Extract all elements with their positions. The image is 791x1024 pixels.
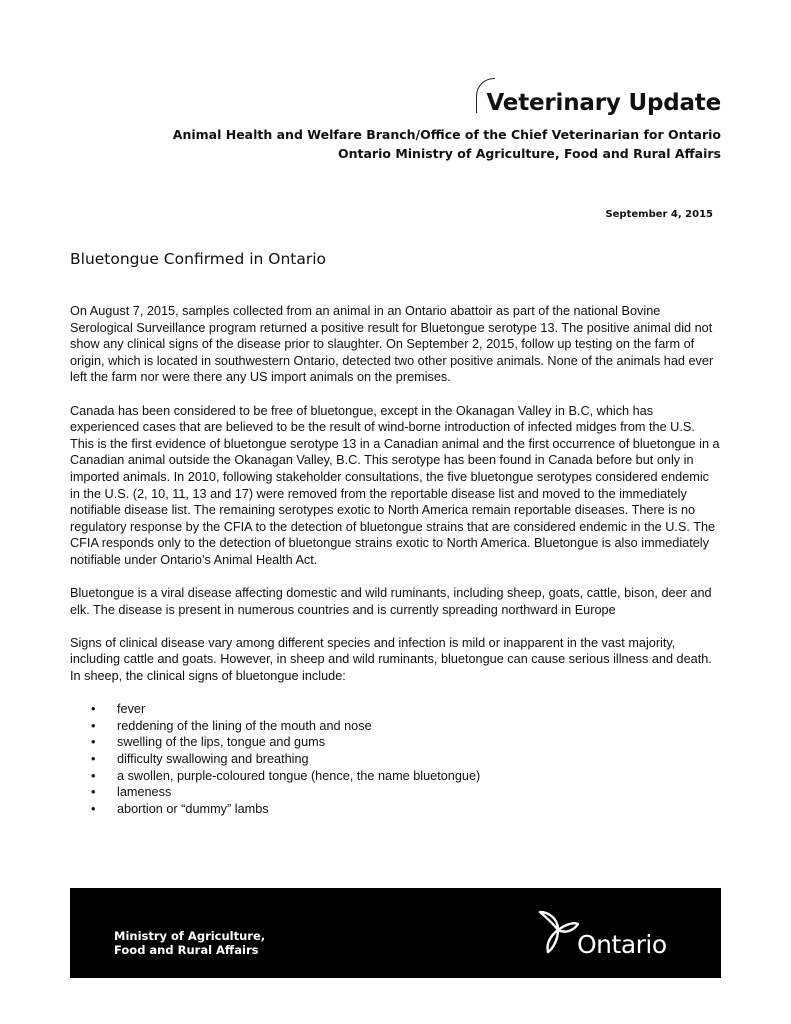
paragraph: Canada has been considered to be free of bluetongue, except in the Okanagan Valley in B.C, which has experienced cases that are believed to be the result of wind-borne introduction of infected midges from the U.S. This is the first evidence of bluetongue serotype 13 in a Canadian animal and the first occurrence of bluetongue in a Canadian animal outside the Okanagan Valley, B.C. This serotype has been found in Canada before but only in imported animals. In 2010, following stakeholder consultations, the five bluetongue serotypes considered endemic in the U.S. (2, 10, 11, 13 and 17) were removed from the reportable disease list and moved to the immediately notifiable disease list. The remaining serotypes exotic to North America remain reportable diseases. There is no regulatory response by the CFIA to the detection of bluetongue strains that are considered endemic in the U.S. The CFIA responds only to the detection of bluetongue strains exotic to North America. Bluetongue is also immediately notifiable under Ontario’s Animal Health Act. — [70, 403, 720, 567]
clinical-signs-list — [70, 701, 722, 817]
article-heading: Bluetongue Confirmed in Ontario — [70, 250, 327, 268]
list-item: • fever — [117, 701, 722, 718]
footer-ministry-line-1: Ministry of Agriculture, — [114, 929, 266, 943]
publication-date: September 4, 2015 — [605, 209, 713, 220]
ministry-name: Ontario Ministry of Agriculture, Food and Rural Affairs — [338, 146, 721, 161]
article-body — [70, 303, 722, 817]
footer-ministry-name — [114, 929, 265, 957]
header-subtitle — [173, 125, 721, 163]
trillium-icon — [536, 908, 580, 954]
list-item: • swelling of the lips, tongue and gums — [117, 734, 722, 751]
footer-ministry-line-2: Food and Rural Affairs — [114, 943, 259, 957]
list-item: • a swollen, purple-coloured tongue (hence, the name bluetongue) — [117, 768, 722, 785]
ontario-logo-text: Ontario — [577, 930, 667, 959]
list-item: • lameness — [117, 784, 722, 801]
list-item: • difficulty swallowing and breathing — [117, 751, 722, 768]
footer-banner — [70, 888, 721, 978]
page-title: Veterinary Update — [486, 90, 721, 116]
list-item: • reddening of the lining of the mouth and nose — [117, 718, 722, 735]
paragraph: Bluetongue is a viral disease affecting domestic and wild ruminants, including sheep, goats, cattle, bison, deer and elk. The disease is present in numerous countries and is currently spreading northward in Europe — [70, 586, 712, 617]
list-item: • abortion or “dummy” lambs — [117, 801, 722, 818]
paragraph: On August 7, 2015, samples collected from an animal in an Ontario abattoir as part of the national Bovine Serological Surveillance program returned a positive result for Bluetongue serotype 13. The positive animal did not show any clinical signs of the disease prior to slaughter. On September 2, 2015, follow up testing on the farm of origin, which is located in southwestern Ontario, detected two other positive animals. None of the animals had ever left the farm nor were there any US import animals on the premises. — [70, 304, 714, 385]
branch-name: Animal Health and Welfare Branch/Office of the Chief Veterinarian for Ontario — [172, 127, 721, 142]
paragraph: Signs of clinical disease vary among different species and infection is mild or inapparent in the vast majority, including cattle and goats. However, in sheep and wild ruminants, bluetongue can cause serious illness and death. In sheep, the clinical signs of bluetongue include: — [70, 635, 712, 684]
